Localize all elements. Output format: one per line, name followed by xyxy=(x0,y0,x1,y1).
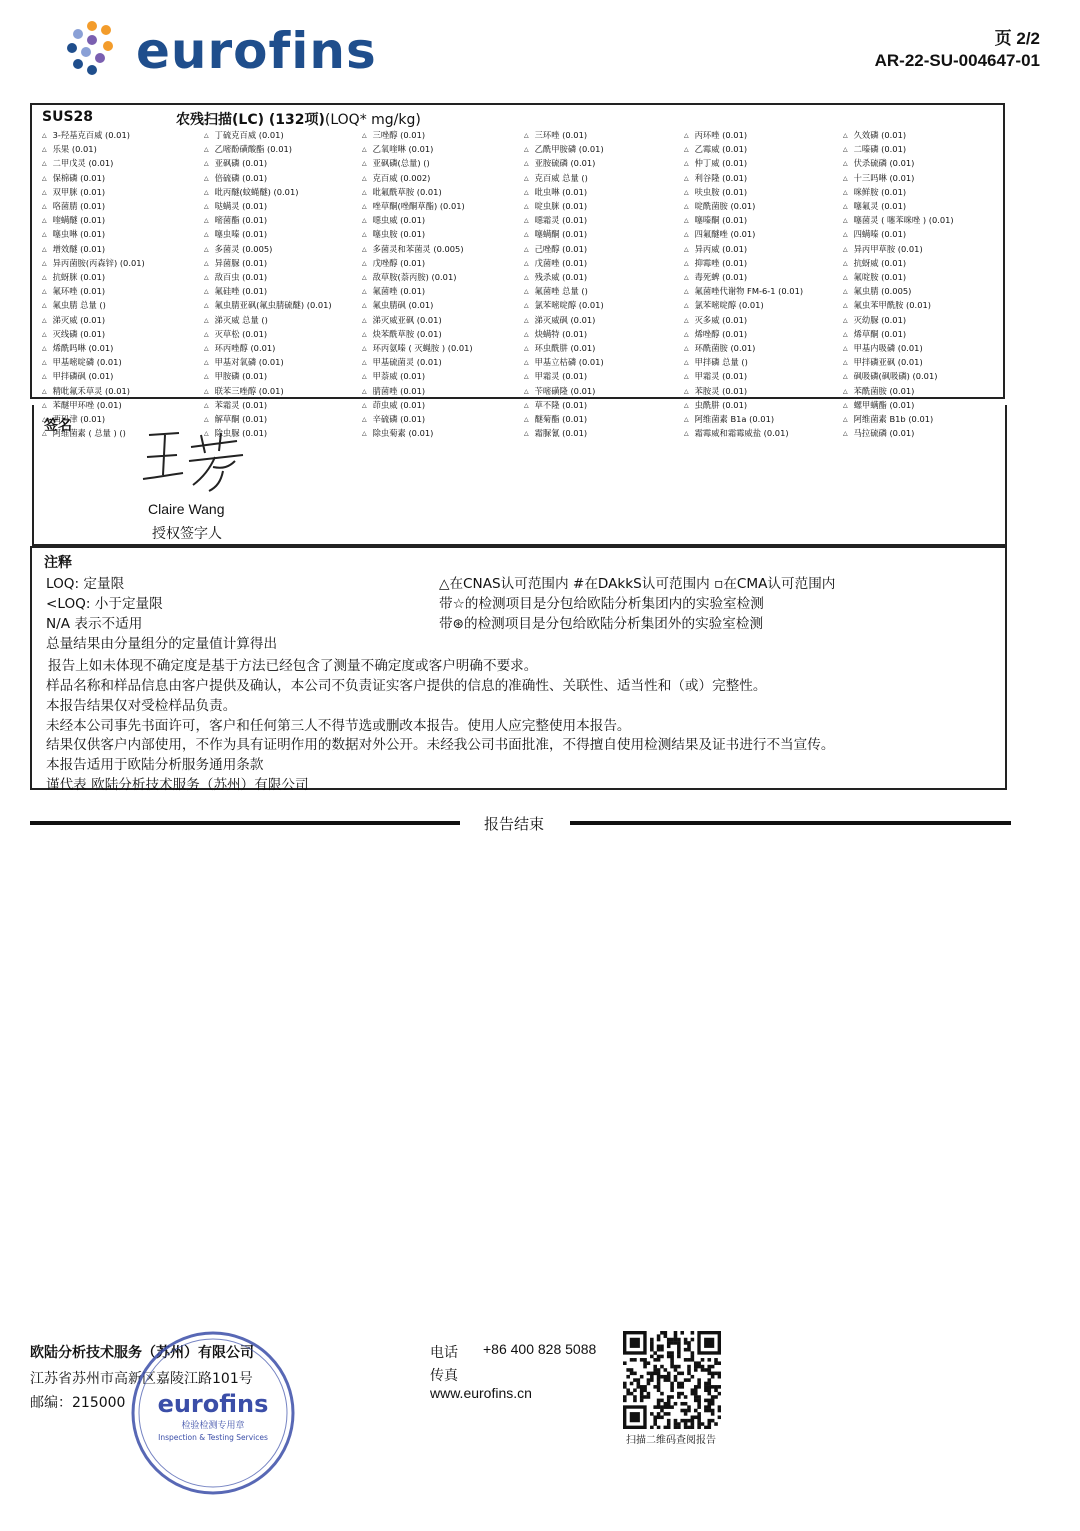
end-rule-right xyxy=(570,821,1011,825)
analyte-item: △ 氟菌唑 (0.01) xyxy=(362,285,473,299)
company-address: 江苏省苏州市高新区嘉陵江路101号 xyxy=(30,1371,253,1387)
analyte-item: △ 异丙甲草胺 (0.01) xyxy=(843,243,954,257)
analyte-item: △ 久效磷 (0.01) xyxy=(843,129,954,143)
analyte-item: △ 残杀威 (0.01) xyxy=(524,271,604,285)
analyte-item: △ 啶虫脒 (0.01) xyxy=(524,200,604,214)
analyte-item: △ 抑霉唑 (0.01) xyxy=(684,257,803,271)
statement-internal-use: 结果仅供客户内部使用，不作为具有证明作用的数据对外公开。未经我公司书面批准，不得擅自使用检测结果及证书进行不当宣传。 xyxy=(46,737,835,753)
website-link[interactable]: www.eurofins.cn xyxy=(430,1385,532,1401)
analyte-item: △ 腈菌唑 (0.01) xyxy=(362,385,473,399)
analyte-item: △ 呋虫胺 (0.01) xyxy=(684,186,803,200)
postcode: 邮编：215000 xyxy=(30,1395,126,1411)
analyte-item: △ 噻虫胺 (0.01) xyxy=(362,228,473,242)
note-subcontract-internal: 带☆的检测项目是分包给欧陆分析集团内的实验室检测 xyxy=(439,596,764,612)
analyte-item: △ 噁虫威 (0.01) xyxy=(362,214,473,228)
analyte-item: △ 咯菌腈 (0.01) xyxy=(42,200,145,214)
analyte-item: △ 保棉磷 (0.01) xyxy=(42,172,145,186)
analyte-item: △ 啶酰菌胺 (0.01) xyxy=(684,200,803,214)
analyte-item: △ 苯醚甲环唑 (0.01) xyxy=(42,399,145,413)
analyte-item: △ 噻螨酮 (0.01) xyxy=(524,228,604,242)
analyte-item: △ 阿维菌素 ( 总量 ) () xyxy=(42,427,145,441)
tel-number: +86 400 828 5088 xyxy=(483,1341,597,1357)
analyte-item: △ 十三吗啉 (0.01) xyxy=(843,172,954,186)
analyte-item: △ 甲拌磷 总量 () xyxy=(684,356,803,370)
analyte-item: △ 涕灭威亚砜 (0.01) xyxy=(362,314,473,328)
seal-sub-cn: 检验检测专用章 xyxy=(181,1421,245,1431)
analyte-item: △ 乙霉威 (0.01) xyxy=(684,143,803,157)
analyte-item: △ 增效醚 (0.01) xyxy=(42,243,145,257)
signature-box xyxy=(32,405,1007,546)
analyte-item: △ 环酰菌胺 (0.01) xyxy=(684,342,803,356)
analyte-column-1 xyxy=(42,129,145,441)
method-title-unit: (LOQ* mg/kg) xyxy=(324,112,421,128)
seal-brand: eurofins xyxy=(157,1390,269,1418)
note-na: N/A 表示不适用 xyxy=(46,616,143,632)
analyte-item: △ 除虫菊素 (0.01) xyxy=(362,427,473,441)
qr-caption: 扫描二维码查阅报告 xyxy=(626,1435,716,1446)
analyte-item: △ 甲霜灵 (0.01) xyxy=(524,370,604,384)
analyte-column-5 xyxy=(684,129,803,441)
notes-title: 注释 xyxy=(44,555,72,571)
analyte-item: △ 甲基对氧磷 (0.01) xyxy=(204,356,332,370)
analyte-item: △ 伏杀硫磷 (0.01) xyxy=(843,157,954,171)
analyte-item: △ 氟环唑 (0.01) xyxy=(42,285,145,299)
end-rule-left xyxy=(30,821,460,825)
page-header-info xyxy=(875,24,1040,71)
company-seal-stamp xyxy=(128,1328,298,1498)
analyte-item: △ 吡氟酰草胺 (0.01) xyxy=(362,186,473,200)
analyte-item: △ 亚砜磷 (0.01) xyxy=(204,157,332,171)
method-title-bold: 农残扫描(LC) (132项) xyxy=(176,112,325,128)
analyte-item: △ 除虫脲 (0.01) xyxy=(204,427,332,441)
analyte-item: △ 亚砜磷(总量) () xyxy=(362,157,473,171)
statement-scope: 本报告结果仅对受检样品负责。 xyxy=(46,698,237,714)
analyte-item: △ 茚虫威 (0.01) xyxy=(362,399,473,413)
analyte-item: △ 辛硫磷 (0.01) xyxy=(362,413,473,427)
analyte-item: △ 二嗪磷 (0.01) xyxy=(843,143,954,157)
analyte-item: △ 虫酰肼 (0.01) xyxy=(684,399,803,413)
analyte-item: △ 氟啶胺 (0.01) xyxy=(843,271,954,285)
analyte-column-6 xyxy=(843,129,954,441)
analyte-item: △ 氟虫腈砜 (0.01) xyxy=(362,299,473,313)
analyte-item: △ 抗蚜威 (0.01) xyxy=(843,257,954,271)
analyte-item: △ 环虫酰肼 (0.01) xyxy=(524,342,604,356)
analyte-item: △ 甲萘威 (0.01) xyxy=(362,370,473,384)
analyte-item: △ 涕灭威 (0.01) xyxy=(42,314,145,328)
signature-label: 签名 xyxy=(44,418,72,434)
note-subcontract-external: 带⊛的检测项目是分包给欧陆分析集团外的实验室检测 xyxy=(439,616,764,632)
analyte-item: △ 甲拌磷亚砜 (0.01) xyxy=(843,356,954,370)
analyte-item: △ 二甲戊灵 (0.01) xyxy=(42,157,145,171)
analyte-item: △ 甲基内吸磷 (0.01) xyxy=(843,342,954,356)
signatory-name: Claire Wang xyxy=(148,501,225,517)
analyte-item: △ 涕灭威砜 (0.01) xyxy=(524,314,604,328)
analyte-item: △ 螺甲螨酯 (0.01) xyxy=(843,399,954,413)
analyte-item: △ 敌百虫 (0.01) xyxy=(204,271,332,285)
notes-box xyxy=(30,546,1007,793)
note-below-loq: <LOQ: 小于定量限 xyxy=(46,596,163,612)
analyte-item: △ 氟硅唑 (0.01) xyxy=(204,285,332,299)
analyte-item: △ 炔螨特 (0.01) xyxy=(524,328,604,342)
analyte-item: △ 联苯三唑醇 (0.01) xyxy=(204,385,332,399)
analyte-item: △ 丙环唑 (0.01) xyxy=(684,129,803,143)
analyte-item: △ 马拉硫磷 (0.01) xyxy=(843,427,954,441)
eurofins-logo xyxy=(64,18,377,88)
analyte-item: △ 克百威 (0.002) xyxy=(362,172,473,186)
analyte-item: △ 氯苯嘧啶醇 (0.01) xyxy=(524,299,604,313)
analyte-item: △ 解草酮 (0.01) xyxy=(204,413,332,427)
method-code: SUS28 xyxy=(42,109,94,125)
analyte-item: △ 噻虫啉 (0.01) xyxy=(42,228,145,242)
analyte-item: △ 氟菌唑 总量 () xyxy=(524,285,604,299)
analyte-item: △ 戊唑醇 (0.01) xyxy=(362,257,473,271)
analyte-item: △ 四氟醚唑 (0.01) xyxy=(684,228,803,242)
analyte-item: △ 乙酰甲胺磷 (0.01) xyxy=(524,143,604,157)
statement-terms: 本报告适用于欧陆分析服务通用条款 xyxy=(46,757,264,773)
note-total: 总量结果由分量组分的定量值计算得出 xyxy=(46,636,278,652)
qr-code-icon[interactable] xyxy=(623,1331,721,1429)
analyte-item: △ 抗蚜脒 (0.01) xyxy=(42,271,145,285)
analyte-item: △ 灭多威 (0.01) xyxy=(684,314,803,328)
analyte-item: △ 灭幼脲 (0.01) xyxy=(843,314,954,328)
analyte-item: △ 甲基硫菌灵 (0.01) xyxy=(362,356,473,370)
analyte-item: △ 阿维菌素 B1a (0.01) xyxy=(684,413,803,427)
report-number: AR-22-SU-004647-01 xyxy=(874,51,1040,70)
analyte-item: △ 三环唑 (0.01) xyxy=(524,129,604,143)
analyte-item: △ 氟菌唑代谢物 FM-6-1 (0.01) xyxy=(684,285,803,299)
analyte-item: △ 霜脲氰 (0.01) xyxy=(524,427,604,441)
analyte-item: △ 乙嘧酚磺酸酯 (0.01) xyxy=(204,143,332,157)
seal-sub-en: Inspection & Testing Services xyxy=(158,1433,268,1442)
analyte-item: △ 甲拌磷砜 (0.01) xyxy=(42,370,145,384)
analyte-item: △ 氟虫苯甲酰胺 (0.01) xyxy=(843,299,954,313)
analyte-item: △ 乐果 (0.01) xyxy=(42,143,145,157)
analyte-item: △ 哒螨灵 (0.01) xyxy=(204,200,332,214)
analyte-item: △ 噻氟灵 (0.01) xyxy=(843,200,954,214)
analyte-item: △ 霜霉威和霜霉威盐 (0.01) xyxy=(684,427,803,441)
analyte-item: △ 三唑醇 (0.01) xyxy=(362,129,473,143)
analyte-item: △ 噁霜灵 (0.01) xyxy=(524,214,604,228)
analyte-column-2 xyxy=(204,129,332,441)
analyte-item: △ 环丙唑醇 (0.01) xyxy=(204,342,332,356)
analyte-item: △ 灭线磷 (0.01) xyxy=(42,328,145,342)
analyte-item: △ 吡虫啉 (0.01) xyxy=(524,186,604,200)
analyte-item: △ 甲霜灵 (0.01) xyxy=(684,370,803,384)
analyte-item: △ 乙氧喹啉 (0.01) xyxy=(362,143,473,157)
analyte-column-3 xyxy=(362,129,473,441)
analyte-item: △ 烯酰吗啉 (0.01) xyxy=(42,342,145,356)
analyte-item: △ 喹螨醚 (0.01) xyxy=(42,214,145,228)
statement-on-behalf: 谨代表 欧陆分析技术服务（苏州）有限公司 xyxy=(46,777,309,793)
method-title xyxy=(176,109,421,129)
analyte-item: △ 醚菊酯 (0.01) xyxy=(524,413,604,427)
fax-label: 传真 xyxy=(430,1368,458,1384)
analyte-item: △ 3-羟基克百威 (0.01) xyxy=(42,129,145,143)
analyte-column-4 xyxy=(524,129,604,441)
analyte-item: △ 异菌脲 (0.01) xyxy=(204,257,332,271)
analyte-item: △ 唑草酮(唑酮草酯) (0.01) xyxy=(362,200,473,214)
page-number: 页 2/2 xyxy=(994,29,1040,48)
analyte-item: △ 精吡氟禾草灵 (0.01) xyxy=(42,385,145,399)
analyte-item: △ 甲基立枯磷 (0.01) xyxy=(524,356,604,370)
analyte-item: △ 苄嘧磺隆 (0.01) xyxy=(524,385,604,399)
analyte-item: △ 亚胺硫磷 (0.01) xyxy=(524,157,604,171)
analyte-item: △ 多菌灵 (0.005) xyxy=(204,243,332,257)
analyte-item: △ 双甲脒 (0.01) xyxy=(42,186,145,200)
analyte-item: △ 氟虫腈亚砜(氟虫腈硫醚) (0.01) xyxy=(204,299,332,313)
analyte-item: △ 苯胺灵 (0.01) xyxy=(684,385,803,399)
analyte-item: △ 苯酰菌胺 (0.01) xyxy=(843,385,954,399)
analyte-item: △ 异丙威 (0.01) xyxy=(684,243,803,257)
analyte-item: △ 克百威 总量 () xyxy=(524,172,604,186)
analyte-item: △ 噻嗪酮 (0.01) xyxy=(684,214,803,228)
analyte-item: △ 甲胺磷 (0.01) xyxy=(204,370,332,384)
analyte-item: △ 噻虫嗪 (0.01) xyxy=(204,228,332,242)
statement-reproduction: 未经本公司事先书面许可，客户和任何第三人不得节选或删改本报告。使用人应完整使用本报告。 xyxy=(46,718,631,734)
analyte-item: △ 吡丙醚(蚊蝇醚) (0.01) xyxy=(204,186,332,200)
analyte-item: △ 炔苯酰草胺 (0.01) xyxy=(362,328,473,342)
analyte-item: △ 戊菌唑 (0.01) xyxy=(524,257,604,271)
analyte-item: △ 嘧菌酯 (0.01) xyxy=(204,214,332,228)
analyte-item: △ 甲基嘧啶磷 (0.01) xyxy=(42,356,145,370)
analyte-item: △ 氟虫腈 总量 () xyxy=(42,299,145,313)
analyte-item: △ 涕灭威 总量 () xyxy=(204,314,332,328)
analyte-item: △ 西玛津 (0.01) xyxy=(42,413,145,427)
analyte-item: △ 多菌灵和苯菌灵 (0.005) xyxy=(362,243,473,257)
analyte-item: △ 灭草松 (0.01) xyxy=(204,328,332,342)
end-of-report: 报告结束 xyxy=(484,815,545,833)
analyte-item: △ 环丙氨嗪 ( 灭蝇胺 ) (0.01) xyxy=(362,342,473,356)
analyte-item: △ 烯唑醇 (0.01) xyxy=(684,328,803,342)
analyte-item: △ 四螨嗪 (0.01) xyxy=(843,228,954,242)
analyte-item: △ 异丙菌胺(丙森锌) (0.01) xyxy=(42,257,145,271)
analyte-item: △ 砜吸磷(砜吸磷) (0.01) xyxy=(843,370,954,384)
analyte-item: △ 噻菌灵 ( 噻苯咪唑 ) (0.01) xyxy=(843,214,954,228)
company-name: 欧陆分析技术服务（苏州）有限公司 xyxy=(30,1345,254,1361)
analyte-item: △ 苯霜灵 (0.01) xyxy=(204,399,332,413)
note-accreditation: △在CNAS认可范围内 #在DAkkS认可范围内 ▫在CMA认可范围内 xyxy=(439,576,836,592)
brand-name: eurofins xyxy=(136,22,377,80)
analyte-item: △ 己唑醇 (0.01) xyxy=(524,243,604,257)
analyte-item: △ 氯苯嘧啶醇 (0.01) xyxy=(684,299,803,313)
note-loq: LOQ: 定量限 xyxy=(46,576,125,592)
analyte-item: △ 丁硫克百威 (0.01) xyxy=(204,129,332,143)
analyte-item: △ 阿维菌素 B1b (0.01) xyxy=(843,413,954,427)
analyte-item: △ 氟虫腈 (0.005) xyxy=(843,285,954,299)
tel-label: 电话 xyxy=(430,1345,458,1361)
statement-uncertainty: 报告上如未体现不确定度是基于方法已经包含了测量不确定度或客户明确不要求。 xyxy=(48,658,538,674)
analyte-item: △ 草不隆 (0.01) xyxy=(524,399,604,413)
analyte-item: △ 咪鲜胺 (0.01) xyxy=(843,186,954,200)
analyte-item: △ 仲丁威 (0.01) xyxy=(684,157,803,171)
analyte-item: △ 利谷隆 (0.01) xyxy=(684,172,803,186)
analyte-item: △ 倍硫磷 (0.01) xyxy=(204,172,332,186)
analyte-item: △ 敌草胺(萘丙胺) (0.01) xyxy=(362,271,473,285)
signatory-role: 授权签字人 xyxy=(152,526,222,542)
logo-dots-icon xyxy=(64,18,128,78)
handwritten-signature xyxy=(139,427,259,497)
statement-sample-info: 样品名称和样品信息由客户提供及确认，本公司不负责证实客户提供的信息的准确性、关联性、适当性和（或）完整性。 xyxy=(46,678,767,694)
analyte-item: △ 烯草酮 (0.01) xyxy=(843,328,954,342)
analyte-item: △ 毒死蜱 (0.01) xyxy=(684,271,803,285)
